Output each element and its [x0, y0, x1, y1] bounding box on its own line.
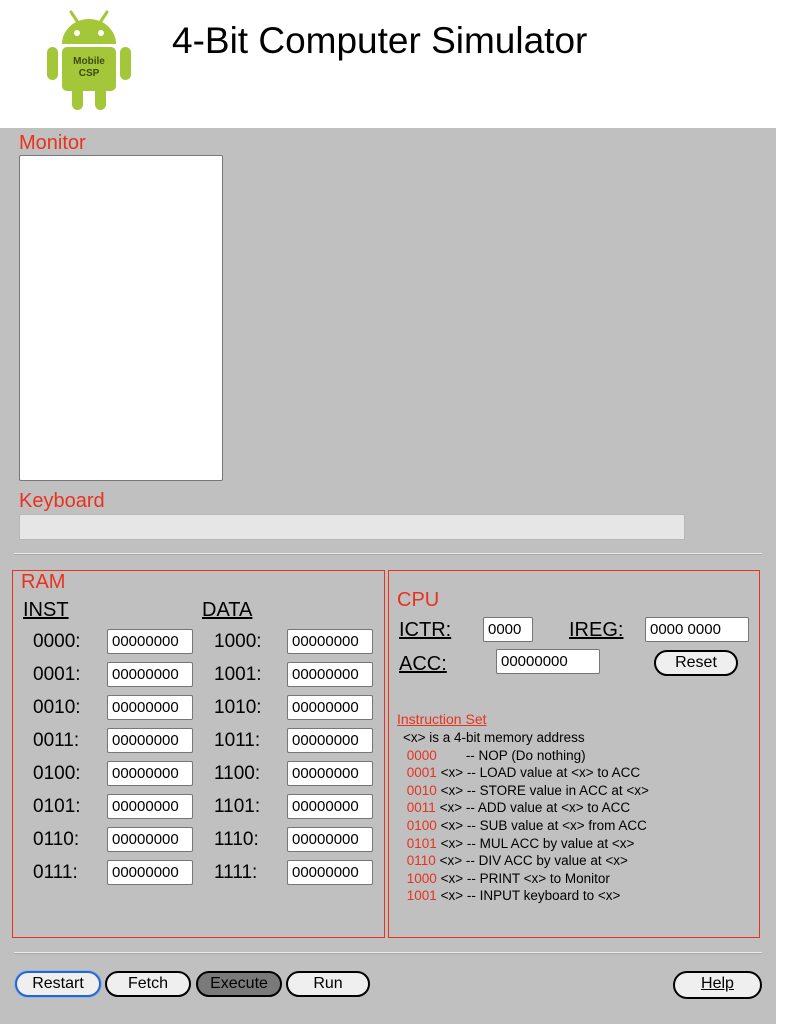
data-cell[interactable]: 00000000 — [287, 761, 373, 786]
data-addr: 1100: — [214, 763, 261, 784]
instruction-desc: <x> -- ADD value at <x> to ACC — [439, 800, 631, 816]
data-cell[interactable]: 00000000 — [287, 695, 373, 720]
instruction-desc: <x> -- MUL ACC by value at <x> — [440, 835, 635, 851]
list-item — [403, 782, 649, 800]
instruction-desc: -- NOP (Do nothing) — [465, 747, 586, 763]
inst-addr: 0100: — [33, 763, 81, 784]
list-item — [403, 764, 649, 782]
inst-cell[interactable]: 00000000 — [107, 827, 193, 852]
keyboard-input[interactable] — [19, 514, 685, 540]
inst-cell[interactable]: 00000000 — [107, 695, 193, 720]
inst-addr: 0011: — [33, 730, 80, 751]
fetch-button[interactable]: Fetch — [105, 971, 191, 997]
data-addr: 1110: — [214, 829, 259, 850]
data-cell[interactable]: 00000000 — [287, 662, 373, 687]
data-addr: 1101: — [214, 796, 261, 817]
instruction-set-note: <x> is a 4-bit memory address — [403, 730, 585, 745]
list-item — [403, 835, 649, 853]
data-addr: 1000: — [214, 631, 262, 652]
ram-title: RAM — [21, 571, 66, 593]
opcode: 0001 — [406, 765, 437, 781]
opcode: 0100 — [406, 817, 437, 833]
execute-button[interactable]: Execute — [196, 971, 282, 997]
opcode: 1000 — [406, 870, 437, 886]
inst-header: INST — [23, 599, 69, 621]
inst-addr: 0101: — [33, 796, 81, 817]
inst-cell[interactable]: 00000000 — [107, 761, 193, 786]
instruction-set-list — [403, 729, 649, 905]
cpu-section — [388, 570, 760, 938]
inst-cell[interactable]: 00000000 — [107, 860, 193, 885]
acc-field[interactable]: 00000000 — [496, 649, 600, 674]
data-cell[interactable]: 00000000 — [287, 629, 373, 654]
instruction-desc: <x> -- PRINT <x> to Monitor — [440, 870, 610, 886]
ictr-label: ICTR: — [399, 619, 452, 641]
ram-section — [12, 570, 385, 938]
opcode: 1001 — [406, 888, 437, 904]
cpu-title: CPU — [397, 589, 440, 611]
monitor-label: Monitor — [19, 132, 86, 154]
inst-addr: 0111: — [33, 862, 78, 883]
keyboard-label: Keyboard — [19, 490, 105, 512]
inst-cell[interactable]: 00000000 — [107, 629, 193, 654]
opcode: 0110 — [406, 853, 436, 869]
logo-text-line1: Mobile — [73, 56, 105, 67]
opcode: 0000 — [406, 747, 437, 763]
inst-cell[interactable]: 00000000 — [107, 794, 193, 819]
restart-button[interactable]: Restart — [15, 971, 101, 997]
app-header — [0, 0, 798, 128]
ireg-label: IREG: — [569, 619, 624, 641]
monitor-textarea[interactable] — [19, 155, 223, 481]
list-item — [403, 870, 649, 888]
page-title: 4-Bit Computer Simulator — [172, 20, 588, 61]
data-addr: 1111: — [214, 862, 258, 883]
opcode: 0101 — [406, 835, 437, 851]
data-cell[interactable]: 00000000 — [287, 728, 373, 753]
inst-cell[interactable]: 00000000 — [107, 662, 193, 687]
list-item — [403, 747, 649, 765]
instruction-desc: <x> -- INPUT keyboard to <x> — [440, 888, 621, 904]
android-robot-icon — [44, 8, 134, 112]
instruction-desc: <x> -- SUB value at <x> from ACC — [440, 817, 647, 833]
data-header: DATA — [202, 599, 253, 621]
data-cell[interactable]: 00000000 — [287, 860, 373, 885]
ictr-field[interactable]: 0000 — [483, 617, 533, 642]
instruction-desc: <x> -- STORE value in ACC at <x> — [440, 782, 649, 798]
run-button[interactable]: Run — [286, 971, 370, 997]
instruction-set-title: Instruction Set — [397, 711, 487, 727]
instruction-desc: <x> -- LOAD value at <x> to ACC — [440, 765, 641, 781]
inst-addr: 0110: — [33, 829, 80, 850]
list-item — [403, 817, 649, 835]
opcode: 0011 — [406, 800, 436, 816]
data-addr: 1001: — [214, 664, 262, 685]
data-addr: 1011: — [214, 730, 261, 751]
divider-top — [14, 553, 762, 555]
inst-addr: 0001: — [33, 664, 81, 685]
reset-button[interactable]: Reset — [654, 650, 738, 676]
list-item — [403, 799, 649, 817]
inst-cell[interactable]: 00000000 — [107, 728, 193, 753]
list-item — [403, 852, 649, 870]
data-cell[interactable]: 00000000 — [287, 827, 373, 852]
help-button[interactable]: Help — [673, 971, 762, 999]
data-addr: 1010: — [214, 697, 262, 718]
data-cell[interactable]: 00000000 — [287, 794, 373, 819]
acc-label: ACC: — [399, 653, 447, 675]
ireg-field[interactable]: 0000 0000 — [645, 617, 749, 642]
simulator-panel — [0, 128, 776, 1024]
opcode: 0010 — [406, 782, 437, 798]
instruction-desc: <x> -- DIV ACC by value at <x> — [439, 853, 628, 869]
divider-bottom — [14, 952, 762, 954]
inst-addr: 0000: — [33, 631, 81, 652]
logo-text-line2: CSP — [78, 68, 100, 79]
list-item — [403, 887, 649, 905]
inst-addr: 0010: — [33, 697, 81, 718]
